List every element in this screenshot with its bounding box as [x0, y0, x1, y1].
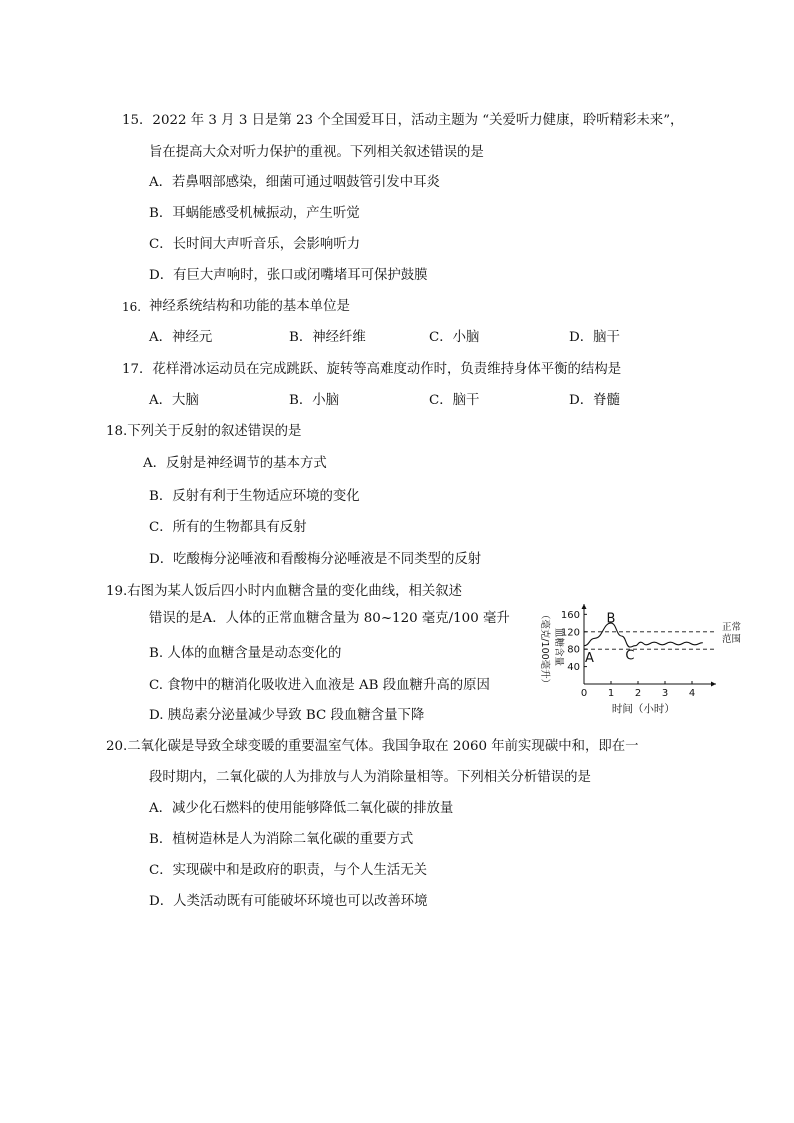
- q16-option-c: C．小脑: [429, 330, 480, 345]
- q15-option-a: A．若鼻咽部感染，细菌可通过咽鼓管引发中耳炎: [149, 175, 440, 190]
- q20-option-d: D．人类活动既有可能破坏环境也可以改善环境: [149, 894, 428, 909]
- q20-stem-line2: 段时期内，二氧化碳的人为排放与人为消除量相等。下列相关分析错误的是: [149, 770, 591, 785]
- q19-option-b: B. 人体的血糖含量是动态变化的: [149, 646, 342, 661]
- q17-option-c: C．脑干: [429, 393, 480, 408]
- q20-option-c: C．实现碳中和是政府的职责，与个人生活无关: [149, 863, 428, 878]
- q19-option-c: C. 食物中的糖消化吸收进入血液是 AB 段血糖升高的原因: [149, 678, 490, 693]
- q17-stem: 17．花样滑冰运动员在完成跳跃、旋转等高难度动作时，负责维持身体平衡的结构是: [122, 362, 622, 377]
- y-tick-label: 120: [560, 627, 580, 639]
- q20-stem-line1: 20.二氧化碳是导致全球变暖的重要温室气体。我国争取在 2060 年前实现碳中和，即在一: [106, 739, 639, 754]
- x-tick-label: 1: [607, 688, 615, 699]
- point-label-a: A: [584, 650, 594, 666]
- x-tick-label: 2: [634, 688, 642, 699]
- q17-option-a: A．大脑: [149, 393, 199, 408]
- q15-stem-line1: 15．2022 年 3 月 3 日是第 23 个全国爱耳日，活动主题为 “关爱听力健康，聆听精彩未来”，: [122, 113, 684, 128]
- q18-stem: 18.下列关于反射的叙述错误的是: [106, 424, 302, 439]
- q15-option-c: C．长时间大声听音乐，会影响听力: [149, 237, 361, 252]
- q17-option-b: B．小脑: [289, 393, 340, 408]
- q20-option-a: A．减少化石燃料的使用能够降低二氧化碳的排放量: [149, 801, 454, 816]
- blood-sugar-chart: [528, 600, 742, 720]
- x-tick-label: 4: [688, 688, 696, 699]
- q17-option-d: D．脊髓: [569, 393, 620, 408]
- q19-stem-line1: 19.右图为某人饭后四小时内血糖含量的变化曲线，相关叙述: [106, 584, 463, 599]
- q18-option-c: C．所有的生物都具有反射: [149, 520, 307, 535]
- x-tick-label: 3: [661, 688, 669, 699]
- x-axis-label: 时间（小时）: [611, 703, 675, 715]
- q15-stem-line2: 旨在提高大众对听力保护的重视。下列相关叙述错误的是: [149, 145, 484, 160]
- y-axis-label-unit: （毫克/100毫升）: [539, 609, 550, 689]
- q19-stem-line2: 错误的是A．人体的正常血糖含量为 80~120 毫克/100 毫升: [149, 611, 510, 626]
- q16-option-b: B．神经纤维: [289, 330, 366, 345]
- y-tick-label: 40: [567, 662, 580, 674]
- q20-option-b: B．植树造林是人为消除二氧化碳的重要方式: [149, 832, 414, 847]
- q19-option-d: D. 胰岛素分泌量减少导致 BC 段血糖含量下降: [149, 708, 425, 723]
- q16-option-d: D．脑干: [569, 330, 620, 345]
- y-tick-label: 80: [567, 644, 580, 656]
- y-axis-label: 血糖含量: [553, 627, 564, 667]
- q18-option-d: D．吃酸梅分泌唾液和看酸梅分泌唾液是不同类型的反射: [149, 552, 482, 567]
- normal-range-label: 正常: [722, 621, 742, 633]
- q16-stem: 神经系统结构和功能的基本单位是: [149, 299, 350, 314]
- q15-option-d: D．有巨大声响时，张口或闭嘴堵耳可保护鼓膜: [149, 268, 428, 283]
- q18-option-b: B．反射有利于生物适应环境的变化: [149, 489, 360, 504]
- x-axis-arrow: [711, 682, 716, 687]
- q16-number: 16.: [122, 300, 142, 314]
- q15-option-b: B．耳蜗能感受机械振动，产生听觉: [149, 206, 360, 221]
- normal-range-label: 范围: [722, 633, 742, 645]
- point-label-b: B: [606, 611, 616, 627]
- point-label-c: C: [625, 648, 635, 664]
- y-axis-arrow: [582, 604, 587, 609]
- y-tick-label: 160: [560, 609, 580, 621]
- q16-option-a: A．神经元: [149, 330, 213, 345]
- blood-sugar-curve: [584, 623, 703, 647]
- x-tick-label: 0: [580, 688, 588, 699]
- q18-option-a: A．反射是神经调节的基本方式: [143, 456, 327, 471]
